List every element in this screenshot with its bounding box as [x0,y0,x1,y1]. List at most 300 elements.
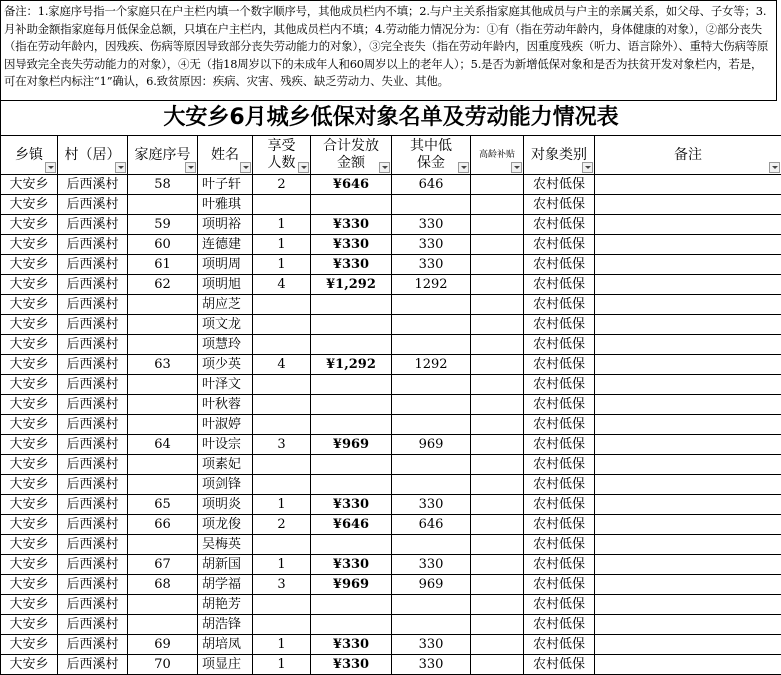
cell-basic[interactable] [392,415,471,435]
cell-town[interactable]: 大安乡 [1,335,58,355]
cell-no[interactable] [128,375,198,395]
cell-village[interactable]: 后西溪村 [58,295,128,315]
cell-subsidy[interactable] [471,475,524,495]
cell-type[interactable]: 农村低保 [524,415,595,435]
cell-type[interactable]: 农村低保 [524,395,595,415]
cell-town[interactable]: 大安乡 [1,535,58,555]
cell-remark[interactable] [595,455,781,475]
table-row [1,375,781,395]
cell-name[interactable]: 胡新国 [198,555,253,575]
cell-remark[interactable] [595,215,781,235]
cell-remark[interactable] [595,475,781,495]
cell-name[interactable]: 项素妃 [198,455,253,475]
cell-town[interactable]: 大安乡 [1,415,58,435]
cell-total[interactable] [311,315,392,335]
cell-subsidy[interactable] [471,175,524,195]
page-title: 大安乡6月城乡低保对象名单及劳动能力情况表 [0,101,781,136]
cell-no[interactable] [128,295,198,315]
cell-basic[interactable]: 330 [392,215,471,235]
table-row [1,195,781,215]
cell-total[interactable]: ¥646 [311,515,392,535]
cell-name[interactable]: 项少英 [198,355,253,375]
cell-name[interactable]: 叶淑婷 [198,415,253,435]
cell-count[interactable]: 4 [253,355,311,375]
header-remark[interactable] [595,136,781,175]
cell-count[interactable] [253,375,311,395]
cell-name[interactable]: 项明炎 [198,495,253,515]
cell-village[interactable]: 后西溪村 [58,515,128,535]
cell-remark[interactable] [595,535,781,555]
cell-type[interactable]: 农村低保 [524,655,595,675]
cell-subsidy[interactable] [471,455,524,475]
cell-name[interactable]: 项明周 [198,255,253,275]
cell-total[interactable] [311,335,392,355]
cell-subsidy[interactable] [471,615,524,635]
table-row [1,615,781,635]
cell-town[interactable]: 大安乡 [1,435,58,455]
cell-no[interactable]: 69 [128,635,198,655]
cell-name[interactable]: 叶雅琪 [198,195,253,215]
cell-remark[interactable] [595,335,781,355]
cell-town[interactable]: 大安乡 [1,235,58,255]
cell-subsidy[interactable] [471,215,524,235]
cell-type[interactable]: 农村低保 [524,635,595,655]
cell-name[interactable]: 连德建 [198,235,253,255]
cell-total[interactable]: ¥1,292 [311,275,392,295]
cell-subsidy[interactable] [471,375,524,395]
cell-count[interactable]: 1 [253,255,311,275]
header-remark-label: 备注 [674,147,702,163]
cell-type[interactable]: 农村低保 [524,235,595,255]
cell-total[interactable] [311,595,392,615]
cell-town[interactable]: 大安乡 [1,295,58,315]
cell-remark[interactable] [595,235,781,255]
cell-name[interactable]: 项明裕 [198,215,253,235]
header-type-label: 对象类别 [531,147,587,163]
cell-total[interactable] [311,295,392,315]
cell-basic[interactable] [392,335,471,355]
cell-no[interactable] [128,535,198,555]
cell-town[interactable]: 大安乡 [1,395,58,415]
cell-town[interactable]: 大安乡 [1,255,58,275]
cell-basic[interactable]: 1292 [392,355,471,375]
cell-remark[interactable] [595,575,781,595]
cell-no[interactable]: 61 [128,255,198,275]
cell-remark[interactable] [595,635,781,655]
cell-type[interactable]: 农村低保 [524,195,595,215]
cell-subsidy[interactable] [471,255,524,275]
filter-dropdown-icon[interactable] [769,162,780,173]
table-row [1,555,781,575]
header-name[interactable] [198,136,253,175]
cell-type[interactable]: 农村低保 [524,275,595,295]
cell-count[interactable] [253,415,311,435]
cell-basic[interactable] [392,395,471,415]
cell-name[interactable]: 叶子轩 [198,175,253,195]
cell-count[interactable] [253,295,311,315]
cell-subsidy[interactable] [471,235,524,255]
cell-name[interactable]: 项慧玲 [198,335,253,355]
cell-subsidy[interactable] [471,635,524,655]
cell-no[interactable]: 59 [128,215,198,235]
cell-name[interactable]: 叶泽文 [198,375,253,395]
cell-total[interactable] [311,475,392,495]
filter-dropdown-icon[interactable] [511,162,522,173]
cell-village[interactable]: 后西溪村 [58,315,128,335]
cell-total[interactable]: ¥330 [311,635,392,655]
header-type[interactable] [524,136,595,175]
cell-count[interactable]: 1 [253,655,311,675]
cell-basic[interactable] [392,595,471,615]
filter-dropdown-icon[interactable] [379,162,390,173]
cell-name[interactable]: 胡培凤 [198,635,253,655]
cell-type[interactable]: 农村低保 [524,575,595,595]
cell-no[interactable] [128,595,198,615]
cell-village[interactable]: 后西溪村 [58,495,128,515]
cell-name[interactable]: 项文龙 [198,315,253,335]
cell-basic[interactable]: 969 [392,435,471,455]
cell-no[interactable]: 63 [128,355,198,375]
header-family-no-label: 家庭序号 [135,147,191,163]
cell-total[interactable] [311,395,392,415]
roster-table [0,135,781,675]
cell-total[interactable]: ¥969 [311,435,392,455]
cell-subsidy[interactable] [471,655,524,675]
cell-name[interactable]: 项龙俊 [198,515,253,535]
cell-no[interactable]: 58 [128,175,198,195]
cell-type[interactable]: 农村低保 [524,315,595,335]
cell-total[interactable] [311,615,392,635]
filter-dropdown-icon[interactable] [45,162,56,173]
cell-count[interactable]: 1 [253,555,311,575]
cell-basic[interactable] [392,455,471,475]
cell-town[interactable]: 大安乡 [1,175,58,195]
cell-village[interactable]: 后西溪村 [58,615,128,635]
table-row [1,475,781,495]
cell-total[interactable]: ¥1,292 [311,355,392,375]
cell-basic[interactable]: 646 [392,175,471,195]
cell-village[interactable]: 后西溪村 [58,455,128,475]
cell-total[interactable] [311,455,392,475]
cell-name[interactable]: 胡学福 [198,575,253,595]
cell-remark[interactable] [595,435,781,455]
cell-basic[interactable] [392,615,471,635]
cell-subsidy[interactable] [471,335,524,355]
cell-no[interactable]: 60 [128,235,198,255]
cell-subsidy[interactable] [471,315,524,335]
cell-count[interactable]: 3 [253,575,311,595]
cell-count[interactable] [253,475,311,495]
cell-village[interactable]: 后西溪村 [58,215,128,235]
cell-town[interactable]: 大安乡 [1,375,58,395]
cell-remark[interactable] [595,295,781,315]
cell-town[interactable]: 大安乡 [1,635,58,655]
cell-no[interactable]: 65 [128,495,198,515]
cell-town[interactable]: 大安乡 [1,595,58,615]
cell-remark[interactable] [595,615,781,635]
cell-town[interactable]: 大安乡 [1,495,58,515]
cell-subsidy[interactable] [471,555,524,575]
cell-remark[interactable] [595,395,781,415]
table-row [1,655,781,675]
cell-name[interactable]: 叶秋蓉 [198,395,253,415]
cell-subsidy[interactable] [471,415,524,435]
cell-type[interactable]: 农村低保 [524,215,595,235]
cell-count[interactable] [253,455,311,475]
cell-count[interactable]: 1 [253,235,311,255]
cell-count[interactable] [253,195,311,215]
cell-count[interactable] [253,315,311,335]
cell-basic[interactable]: 330 [392,635,471,655]
table-row [1,175,781,195]
cell-no[interactable] [128,335,198,355]
cell-no[interactable] [128,455,198,475]
header-count[interactable] [253,136,311,175]
cell-subsidy[interactable] [471,535,524,555]
cell-town[interactable]: 大安乡 [1,575,58,595]
cell-count[interactable]: 2 [253,175,311,195]
table-row [1,295,781,315]
cell-town[interactable]: 大安乡 [1,195,58,215]
cell-no[interactable]: 67 [128,555,198,575]
cell-type[interactable]: 农村低保 [524,495,595,515]
cell-type[interactable]: 农村低保 [524,355,595,375]
cell-total[interactable]: ¥330 [311,655,392,675]
table-row [1,315,781,335]
cell-total[interactable]: ¥330 [311,495,392,515]
cell-town[interactable]: 大安乡 [1,355,58,375]
cell-subsidy[interactable] [471,595,524,615]
cell-type[interactable]: 农村低保 [524,535,595,555]
header-count-label: 享受人数 [268,138,296,171]
cell-remark[interactable] [595,375,781,395]
cell-count[interactable] [253,395,311,415]
cell-no[interactable] [128,475,198,495]
cell-count[interactable] [253,335,311,355]
cell-village[interactable]: 后西溪村 [58,635,128,655]
cell-basic[interactable]: 330 [392,235,471,255]
cell-village[interactable]: 后西溪村 [58,535,128,555]
cell-no[interactable] [128,395,198,415]
cell-no[interactable]: 70 [128,655,198,675]
table-row [1,495,781,515]
cell-no[interactable]: 66 [128,515,198,535]
cell-count[interactable] [253,535,311,555]
filter-dropdown-icon[interactable] [582,162,593,173]
cell-total[interactable]: ¥330 [311,555,392,575]
cell-subsidy[interactable] [471,195,524,215]
cell-type[interactable]: 农村低保 [524,255,595,275]
cell-village[interactable]: 后西溪村 [58,355,128,375]
cell-name[interactable]: 项显庄 [198,655,253,675]
cell-village[interactable]: 后西溪村 [58,175,128,195]
cell-basic[interactable]: 330 [392,655,471,675]
cell-basic[interactable]: 330 [392,495,471,515]
cell-subsidy[interactable] [471,515,524,535]
cell-count[interactable]: 1 [253,215,311,235]
cell-subsidy[interactable] [471,495,524,515]
cell-town[interactable]: 大安乡 [1,655,58,675]
cell-type[interactable]: 农村低保 [524,375,595,395]
filter-dropdown-icon[interactable] [240,162,251,173]
cell-no[interactable] [128,415,198,435]
table-row [1,355,781,375]
cell-basic[interactable] [392,195,471,215]
cell-count[interactable]: 2 [253,515,311,535]
cell-village[interactable]: 后西溪村 [58,255,128,275]
table-row [1,535,781,555]
cell-subsidy[interactable] [471,275,524,295]
cell-town[interactable]: 大安乡 [1,215,58,235]
cell-type[interactable]: 农村低保 [524,295,595,315]
cell-remark[interactable] [595,175,781,195]
cell-subsidy[interactable] [471,395,524,415]
cell-remark[interactable] [595,655,781,675]
table-row [1,215,781,235]
cell-basic[interactable] [392,315,471,335]
cell-remark[interactable] [595,415,781,435]
cell-village[interactable]: 后西溪村 [58,335,128,355]
cell-total[interactable]: ¥330 [311,215,392,235]
cell-basic[interactable] [392,475,471,495]
header-town-label: 乡镇 [15,147,43,163]
cell-count[interactable]: 1 [253,495,311,515]
table-row [1,515,781,535]
header-family-no[interactable] [128,136,198,175]
cell-village[interactable]: 后西溪村 [58,275,128,295]
cell-subsidy[interactable] [471,435,524,455]
cell-town[interactable]: 大安乡 [1,315,58,335]
cell-type[interactable]: 农村低保 [524,555,595,575]
header-subsidy-label: 高龄补贴 [479,150,515,160]
cell-no[interactable]: 64 [128,435,198,455]
cell-type[interactable]: 农村低保 [524,475,595,495]
cell-town[interactable]: 大安乡 [1,555,58,575]
cell-subsidy[interactable] [471,295,524,315]
cell-name[interactable]: 胡浩锋 [198,615,253,635]
cell-total[interactable] [311,415,392,435]
header-total-label: 合计发放金额 [323,138,379,171]
cell-remark[interactable] [595,355,781,375]
cell-remark[interactable] [595,515,781,535]
cell-basic[interactable]: 646 [392,515,471,535]
table-row [1,595,781,615]
cell-town[interactable]: 大安乡 [1,615,58,635]
cell-name[interactable]: 项剑锋 [198,475,253,495]
cell-total[interactable] [311,535,392,555]
cell-village[interactable]: 后西溪村 [58,415,128,435]
header-total[interactable] [311,136,392,175]
cell-village[interactable]: 后西溪村 [58,195,128,215]
cell-total[interactable] [311,375,392,395]
cell-remark[interactable] [595,275,781,295]
cell-village[interactable]: 后西溪村 [58,375,128,395]
filter-dropdown-icon[interactable] [115,162,126,173]
table-row [1,415,781,435]
cell-type[interactable]: 农村低保 [524,615,595,635]
cell-village[interactable]: 后西溪村 [58,655,128,675]
cell-basic[interactable]: 330 [392,555,471,575]
cell-total[interactable]: ¥646 [311,175,392,195]
cell-type[interactable]: 农村低保 [524,175,595,195]
header-town[interactable] [1,136,58,175]
cell-remark[interactable] [595,495,781,515]
cell-count[interactable] [253,595,311,615]
cell-count[interactable]: 3 [253,435,311,455]
cell-type[interactable]: 农村低保 [524,515,595,535]
header-basic-label: 其中低保金 [410,138,452,171]
cell-no[interactable] [128,315,198,335]
header-village[interactable] [58,136,128,175]
cell-no[interactable]: 68 [128,575,198,595]
cell-no[interactable] [128,615,198,635]
cell-town[interactable]: 大安乡 [1,475,58,495]
cell-name[interactable]: 吴梅英 [198,535,253,555]
cell-name[interactable]: 胡应芝 [198,295,253,315]
cell-village[interactable]: 后西溪村 [58,595,128,615]
cell-basic[interactable]: 1292 [392,275,471,295]
cell-count[interactable]: 4 [253,275,311,295]
cell-total[interactable] [311,195,392,215]
cell-type[interactable]: 农村低保 [524,455,595,475]
cell-total[interactable]: ¥330 [311,255,392,275]
cell-remark[interactable] [595,195,781,215]
filter-dropdown-icon[interactable] [458,162,469,173]
cell-remark[interactable] [595,595,781,615]
cell-total[interactable]: ¥330 [311,235,392,255]
filter-dropdown-icon[interactable] [298,162,309,173]
cell-remark[interactable] [595,555,781,575]
cell-count[interactable]: 1 [253,635,311,655]
cell-remark[interactable] [595,255,781,275]
table-row [1,435,781,455]
cell-town[interactable]: 大安乡 [1,455,58,475]
filter-dropdown-icon[interactable] [185,162,196,173]
cell-village[interactable]: 后西溪村 [58,235,128,255]
cell-type[interactable]: 农村低保 [524,335,595,355]
header-name-label: 姓名 [211,147,239,163]
cell-name[interactable]: 叶设宗 [198,435,253,455]
cell-village[interactable]: 后西溪村 [58,575,128,595]
cell-village[interactable]: 后西溪村 [58,475,128,495]
cell-town[interactable]: 大安乡 [1,515,58,535]
cell-no[interactable] [128,195,198,215]
cell-name[interactable]: 项明旭 [198,275,253,295]
cell-town[interactable]: 大安乡 [1,275,58,295]
cell-basic[interactable]: 969 [392,575,471,595]
header-subsidy[interactable] [471,136,524,175]
header-basic[interactable] [392,136,471,175]
cell-type[interactable]: 农村低保 [524,595,595,615]
cell-village[interactable]: 后西溪村 [58,435,128,455]
cell-type[interactable]: 农村低保 [524,435,595,455]
cell-basic[interactable] [392,535,471,555]
cell-remark[interactable] [595,315,781,335]
cell-basic[interactable] [392,295,471,315]
cell-subsidy[interactable] [471,575,524,595]
table-row [1,395,781,415]
cell-count[interactable] [253,615,311,635]
cell-subsidy[interactable] [471,355,524,375]
cell-basic[interactable]: 330 [392,255,471,275]
cell-no[interactable]: 62 [128,275,198,295]
table-row [1,255,781,275]
cell-village[interactable]: 后西溪村 [58,395,128,415]
cell-name[interactable]: 胡艳芳 [198,595,253,615]
cell-basic[interactable] [392,375,471,395]
cell-village[interactable]: 后西溪村 [58,555,128,575]
cell-total[interactable]: ¥969 [311,575,392,595]
